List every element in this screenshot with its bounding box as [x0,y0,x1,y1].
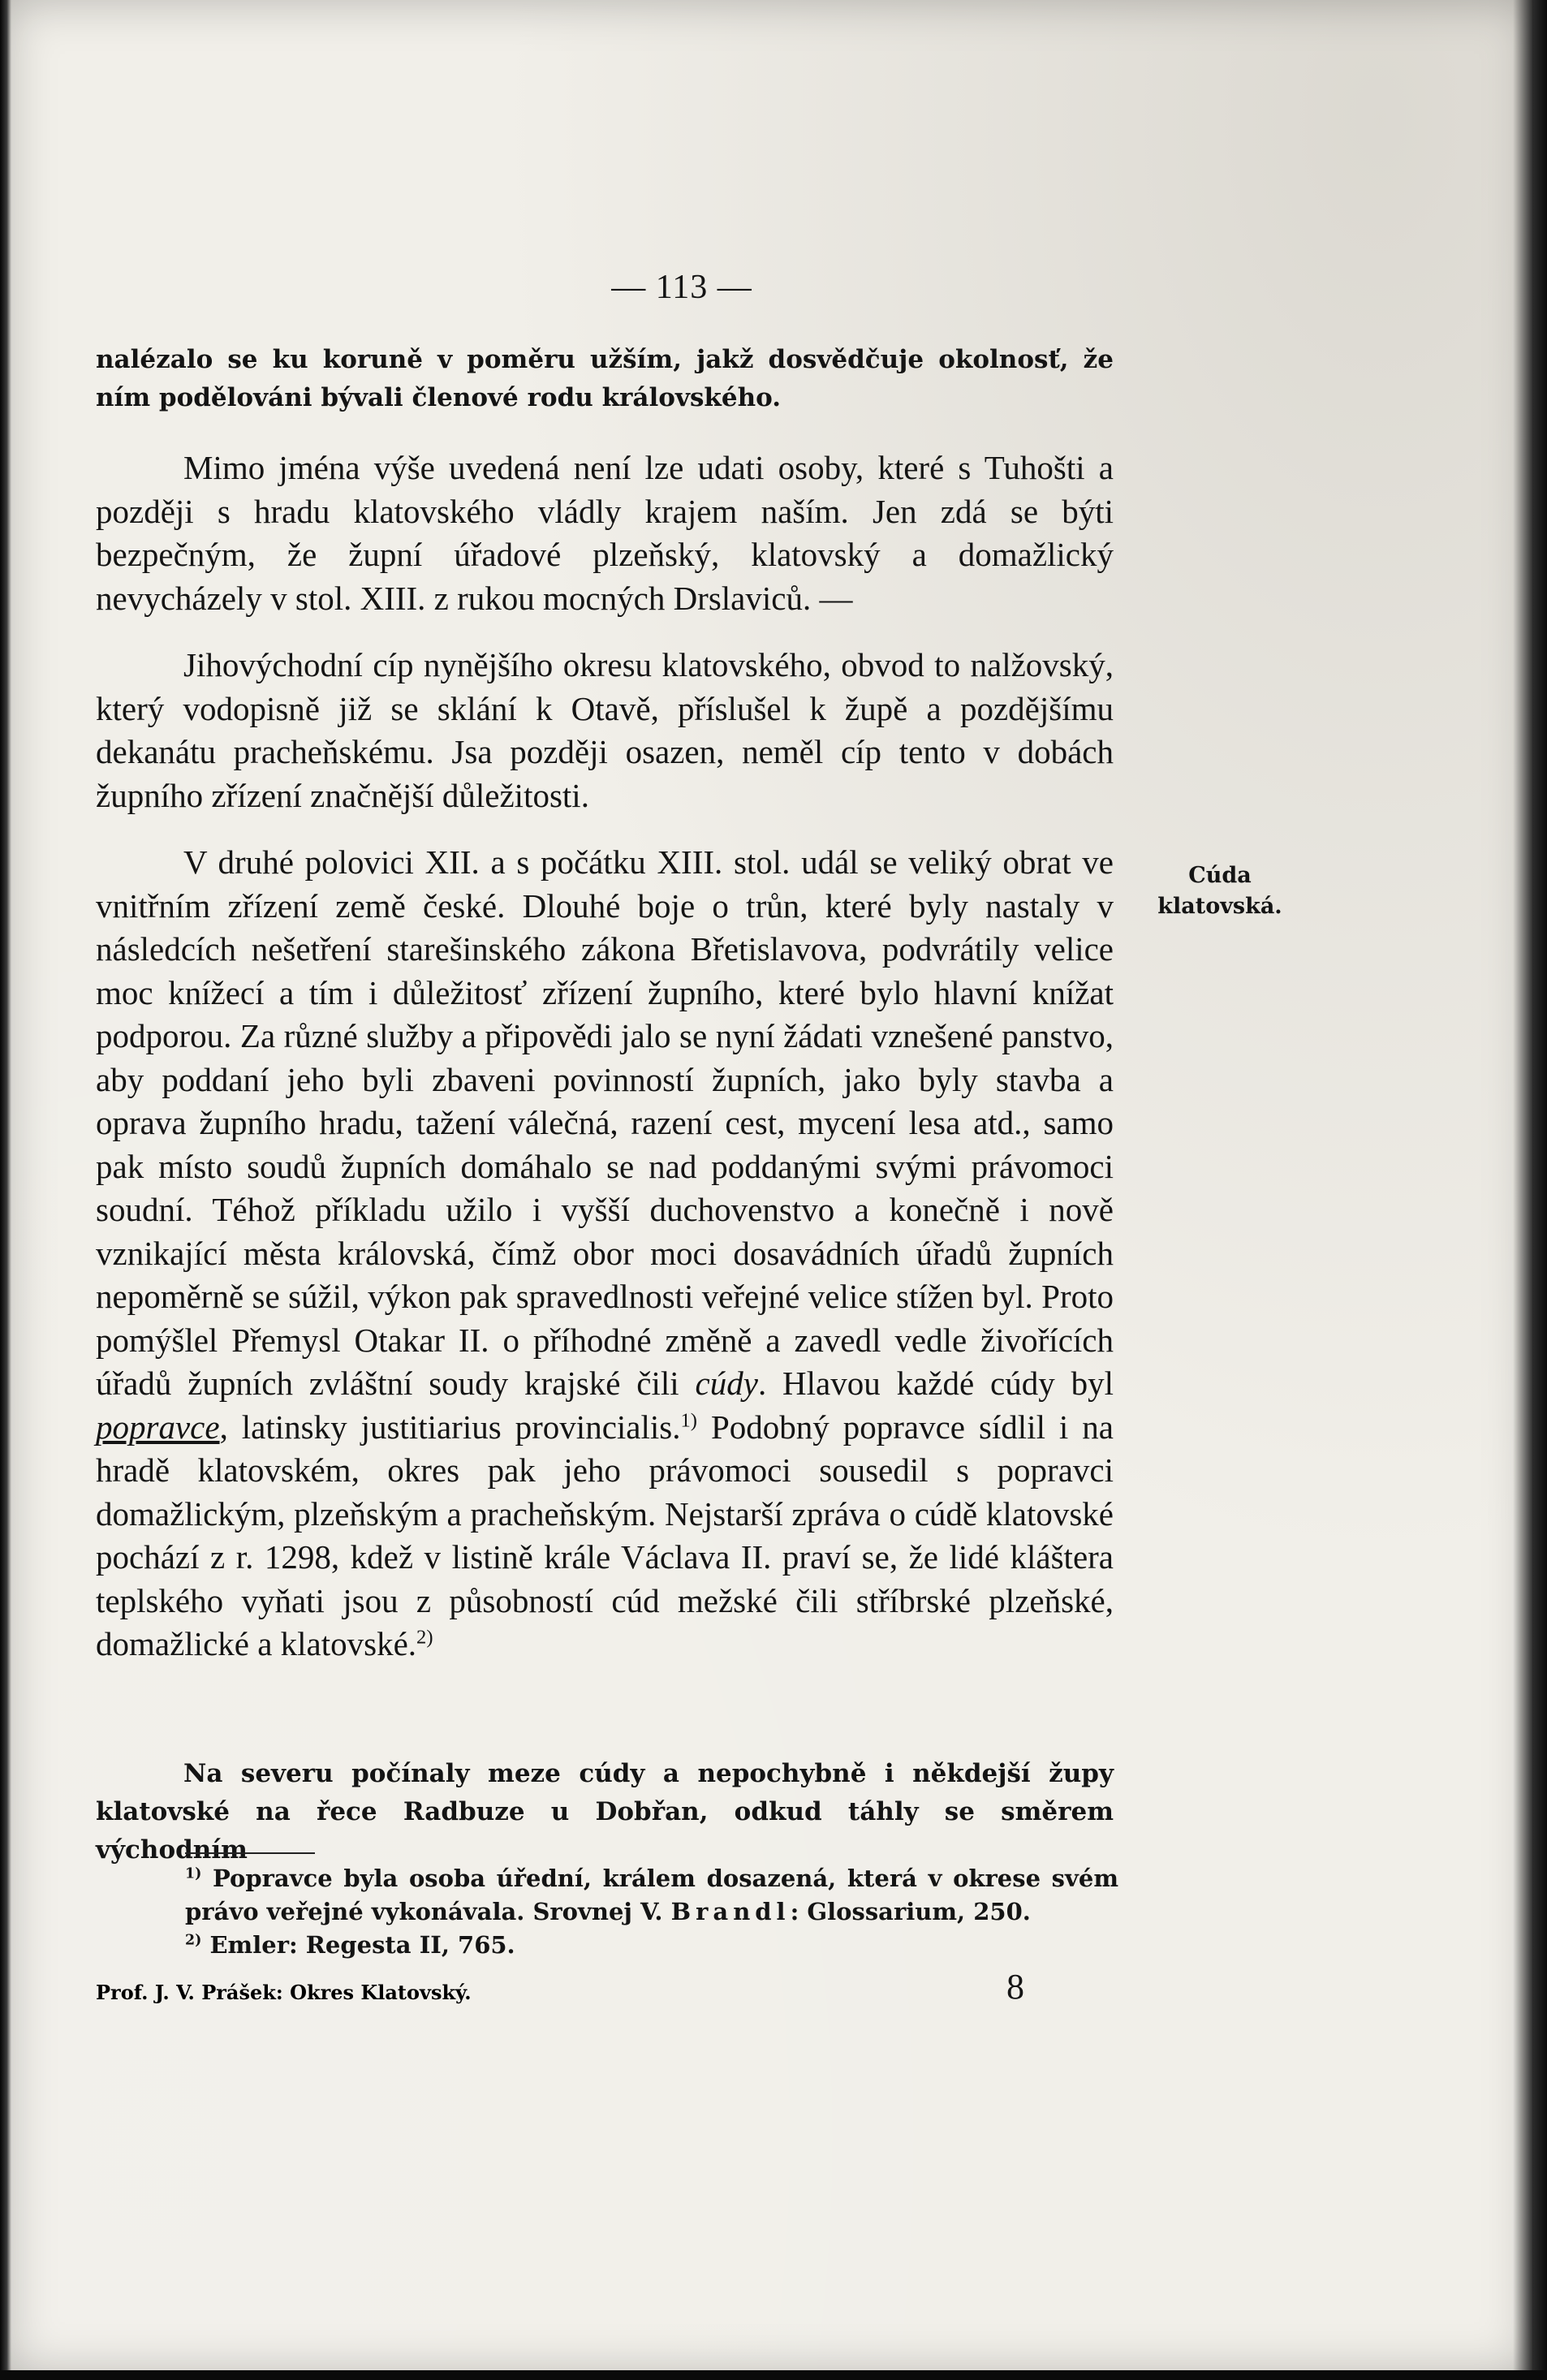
term-cudy: cúdy [695,1365,758,1402]
paragraph-text: V druhé polovici XII. a s počátku XIII. stol. udál se veliký obrat ve vnitřním zřízení země české. Dlouhé boje o trůn, které byly nastaly v následcích nešetření starešinského zákona Břetislavova, podvrátily velice moc knížecí a tím i důležitosť zřízení župního, které bylo hlavní knížat podporou. Za různé služby a připovědi jalo se nyní žádati vznešené panstvo, aby poddaní jeho byli zbaveni povinností župních, jako byly stavba a oprava župního hradu, tažení válečná, razení cest, mycení lesa atd., samo pak místo soudů župních domáhalo se nad poddanými svými právomoci soudní. Téhož příkladu užilo i vyšší duchovenstvo a konečně i nově vznikající města královská, čímž obor moci dosavádních úřadů župních nepoměrně se súžil, výkon pak spravedlnosti veřejné velice stížen byl. Proto pomýšlel Přemysl Otakar II. o příhodné změně a zavedl vedle živořících úřadů župních zvláštní soudy krajské čili [96,843,1114,1402]
paragraph-text: Jihovýchodní cíp nynějšího okresu klatovského, obvod to nalžovský, který vodopisně již se sklání k Otavě, příslušel k župě a pozdějšímu dekanátu pracheňskému. Jsa později osazen, neměl cíp tento v dobách župního zřízení značnější důležitosti. [96,646,1114,814]
footnote-ref-1: 1) [680,1408,697,1431]
scan-edge-bottom [0,2370,1547,2380]
footnote-mark: 1) [185,1865,202,1882]
paragraph-text: Na severu počínaly meze cúdy a nepochybně i někdejší župy klatovské na řece Radbuze u Dobřan, odkud táhly se směrem východním [96,1759,1114,1865]
footnote-ref-2: 2) [416,1626,433,1649]
paragraph-cuda-reform [96,841,1114,1666]
paragraph-persons [96,446,1114,620]
marginal-note-line: klatovská. [1157,894,1282,919]
paragraph-text: nalézalo se ku koruně v poměru užším, jakž dosvědčuje okolnosť, že ním podělováni bývali členové rodu královského. [96,345,1114,412]
term-popravce: popravce [96,1408,220,1446]
paragraph-text: Podobný popravce sídlil i na hradě klatovském, okres pak jeho právomoci sousedil s popravci domažlickým, plzeňským a pracheňským. Nejstarší zpráva o cúdě klatovské pochází z r. 1298, kdež v listině krále Václava II. praví se, že lidé kláštera teplského vyňati jsou z působností cúd mežské čili stříbrské plzeňské, domažlické a klatovské. [96,1408,1114,1662]
signature-mark: 8 [1006,1967,1024,2007]
footnote-text: : Regesta II, 765. [289,1931,515,1959]
paragraph-text: . Hlavou každé cúdy byl [757,1365,1114,1402]
footer-imprint: Prof. J. V. Prášek: Okres Klatovský. [96,1981,472,2004]
footnote-author: Brandl [670,1898,791,1925]
footnote-text: : Glossarium, 250. [790,1898,1031,1925]
scan-edge-left [0,0,11,2380]
marginal-note [1143,860,1297,922]
footnote-mark: 2) [185,1932,202,1949]
page-number-header: — 113 — [611,269,752,306]
footnote-author: Emler [209,1931,289,1959]
paragraph-southeast-corner [96,644,1114,817]
paragraph-continuation [96,341,1114,417]
footnote-rule [185,1852,315,1854]
scan-edge-right [1513,0,1547,2380]
paragraph-text: , latinsky justitiarius provincialis. [219,1408,681,1446]
marginal-note-line: Cúda [1188,863,1252,888]
footnote-1 [185,1862,1118,1929]
footnote-text: Popravce byla osoba úřední, králem dosazená, která v okrese svém právo veřejné vykonávala. Srovnej V. [185,1865,1118,1925]
paragraph-text: Mimo jména výše uvedená není lze udati osoby, které s Tuhošti a později s hradu klatovského vládly krajem naším. Jen zdá se býti bezpečným, že župní úřadové plzeňský, klatovský a domažlický nevycházely v stol. XIII. z rukou mocných Drslaviců. — [96,449,1114,617]
footnote-2 [185,1929,1118,1962]
